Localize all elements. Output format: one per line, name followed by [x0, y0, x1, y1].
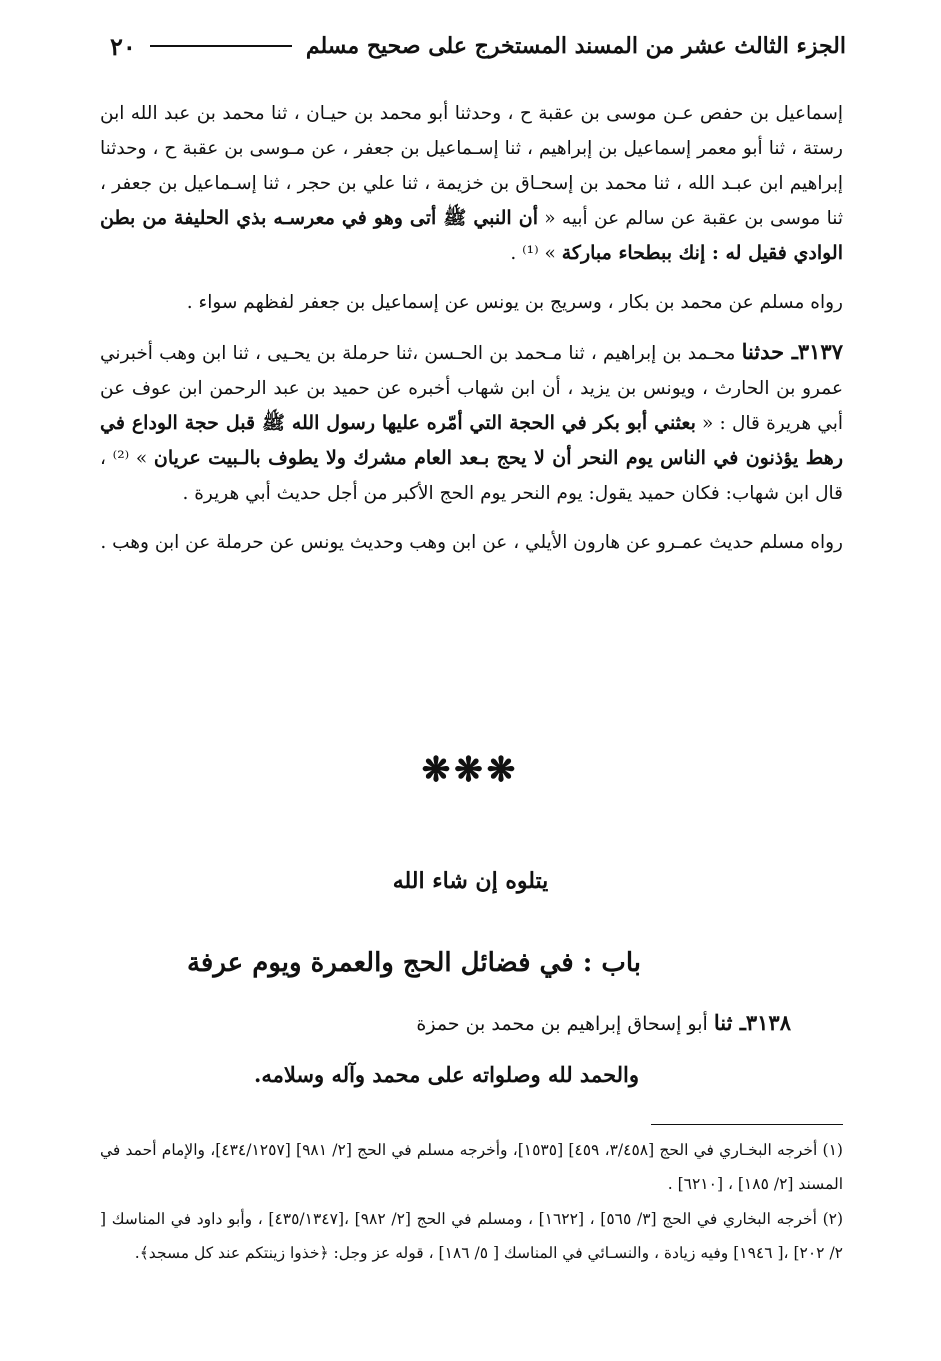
footnote-rule [651, 1124, 843, 1125]
main-text [100, 96, 843, 574]
isnad-text: محـمد بن إبراهيم ، ثنا مـحمد بن الحـسن ،ثنا حرملة بن يحـيى ، ثنا ابن وهب أخبرني عمرو بن الحارث ، ويونس بن يزيد ، أن ابن شهاب أخبره عن حميد بن عبد الرحمن ابن عوف عن أبي هريرة قال : « [100, 343, 843, 434]
hadith-3138-line [416, 1010, 791, 1035]
page-number: ٢٠ [110, 31, 136, 61]
page-header [100, 26, 846, 66]
section-separator: ❋❋❋ [421, 750, 520, 790]
chapter-heading: باب : في فضائل الحج والعمرة ويوم عرفة [186, 948, 641, 978]
paragraph-hadith-3137 [100, 334, 843, 511]
matn-text: بعثني أبو بكر في الحجة التي أمّره عليها رسول الله ﷺ قبل حجة الوداع في رهط يؤذنون في الناس يوم النحر أن لا يحج بـعد العام مشرك ولا يطوف بالـبيت عريان [100, 412, 843, 469]
matn-text: أن النبي ﷺ أتى وهو في معرسـه بذي الحليفة من بطن الوادي فقيل له : إنك ببطحاء مباركة [100, 207, 843, 264]
running-title: الجزء الثالث عشر من المسند المستخرج على صحيح مسلم [305, 33, 846, 59]
hadith-3138-isnad: أبو إسحاق إبراهيم بن محمد بن حمزة [416, 1013, 714, 1035]
paragraph-riwayah-1: رواه مسلم عن محمد بن بكار ، وسريج بن يونس عن إسماعيل بن جعفر لفظهم سواء . [186, 292, 843, 313]
footnote-ref-1: » ⁽¹⁾ . [510, 243, 562, 264]
paragraph-hadith-3136-continuation [100, 96, 843, 271]
paragraph-riwayah-2: رواه مسلم حديث عمـرو عن هارون الأيلي ، عن ابن وهب وحديث يونس عن حرملة عن ابن وهب . [100, 532, 843, 553]
isnad-text: إسماعيل بن حفص عـن موسى بن عقبة ح ، وحدثنا أبو محمد بن حيـان ، ثنا محمد بن عبد الله ابن رستة ، ثنا أبو معمر إسماعيل بن إبراهيم ، ثنا إسـماعيل بن جعفر ، عن مـوسى بن عقبة ح ، وحدثنا إبراهيم ابن عبـد الله ، ثنا محمد بن إسحـاق بن خزيمة ، ثنا علي بن حجر ، ثنا إسـماعيل بن جعفر ، ثنا موسى بن عقبة عن سالم عن أبيه « [100, 103, 843, 229]
footnote-2: (٢) أخرجه البخاري في الحج [٣/ ٥٦٥] ، [١٦٢٢] ، ومسلم في الحج [٢/ ٩٨٢] ،[٤٣٥/١٣٤٧] ، وأبو داود في المناسك [ ٢/ ٢٠٢] ،[ ١٩٤٦] وفيه زيادة ، والنسـائي في المناسك [ ٥/ ١٨٦] ، قوله عز وجل: ﴿خذوا زينتكم عند كل مسجد﴾. [100, 1210, 844, 1262]
header-rule [150, 45, 292, 47]
post-matn-text: » ⁽²⁾ ، قال ابن شهاب: فكان حميد يقول: يوم النحر يوم الحج الأكبر من أجل حديث أبي هريرة . [100, 448, 843, 504]
footnote-1: (١) أخرجه البخـاري في الحج [٣/٤٥٨، ٤٥٩] [١٥٣٥]، وأخرجه مسلم في الحج [٢/ ٩٨١] [٤٣٤/١٢٥٧]، والإمام أحمد في المسند [٢/ ١٨٥] ، [٦٢١٠] . [100, 1141, 843, 1193]
hadith-number-3138: ٣١٣٨ـ ثنا [713, 1010, 791, 1035]
hadith-number-3137: ٣١٣٧ـ حدثنا [741, 339, 843, 364]
continuation-note: يتلوه إن شاء الله [392, 868, 549, 894]
closing-formula: والحمد لله وصلواته على محمد وآله وسلامه. [254, 1062, 639, 1087]
